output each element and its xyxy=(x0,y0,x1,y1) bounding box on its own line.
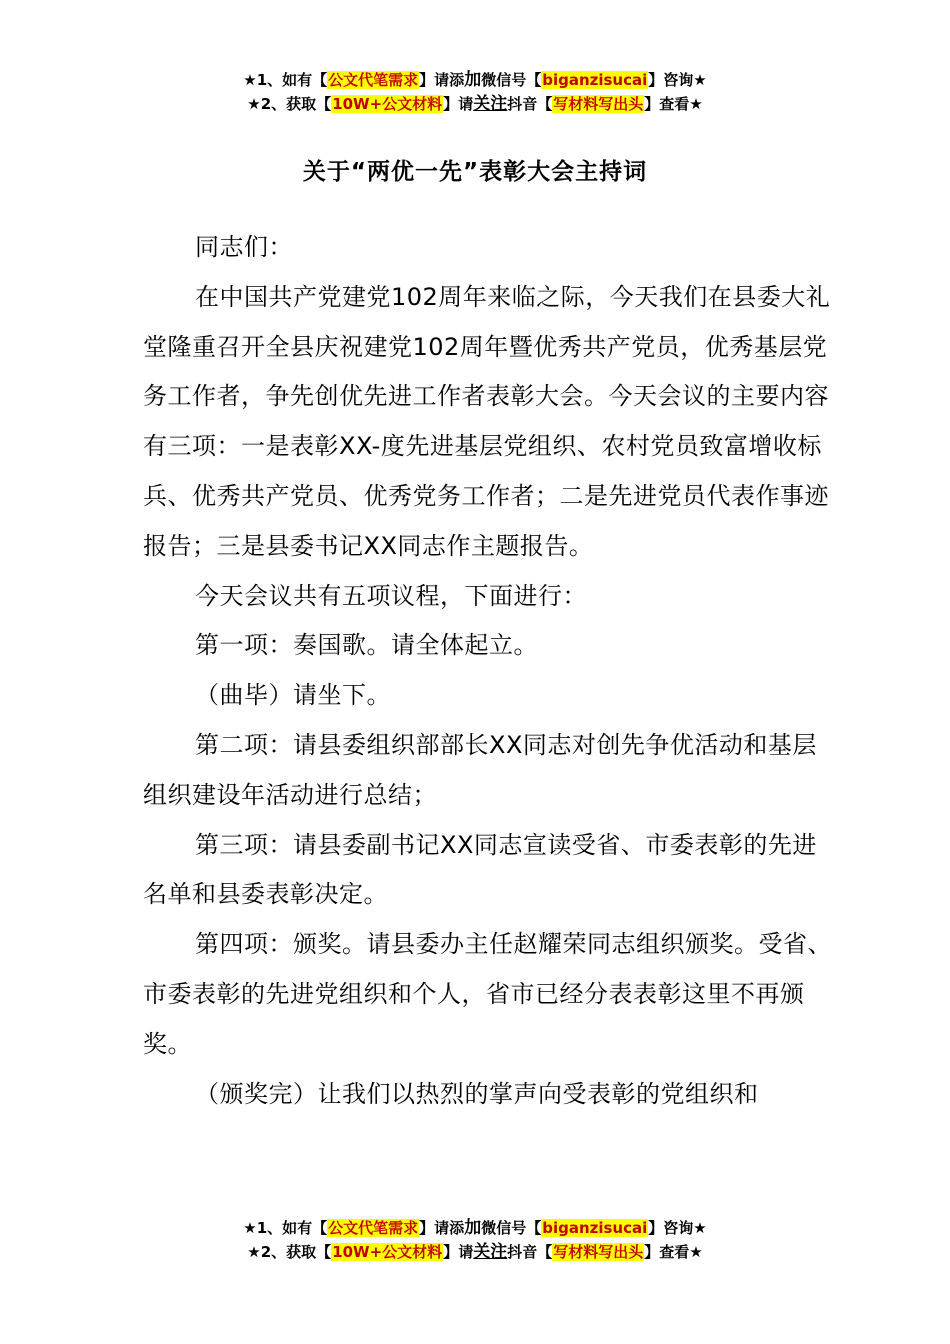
promo-highlight: biganzisucai xyxy=(542,1219,648,1237)
promo-text: 】请添 xyxy=(419,71,465,89)
promo-footer xyxy=(0,1216,950,1264)
promo-emphasis: 关注 xyxy=(473,1242,508,1262)
promo-highlight: 写材料写出头 xyxy=(553,1243,644,1261)
paragraph-intro: 在中国共产党建党102周年来临之际，今天我们在县委大礼堂隆重召开全县庆祝建党102周年暨优秀共产党员，优秀基层党务工作者，争先创优先进工作者表彰大会。今天会议的主要内容有三项：一是表彰XX-度先进基层党组织、农村党员致富增收标兵、优秀共产党员、优秀党务工作者；二是先进党员代表作事迹报告；三是县委书记XX同志作主题报告。 xyxy=(143,282,831,560)
paragraph-item-3: 第三项：请县委副书记XX同志宣读受省、市委表彰的先进名单和县委表彰决定。 xyxy=(143,830,817,909)
promo-line-2 xyxy=(0,1240,950,1264)
promo-text: 抖音【 xyxy=(507,1243,553,1261)
promo-text: 抖音【 xyxy=(507,95,553,113)
promo-text: 】咨询★ xyxy=(648,71,707,89)
document-title: 关于“两优一先”表彰大会主持词 xyxy=(302,159,648,185)
promo-text: 微信号【 xyxy=(481,1219,542,1237)
promo-text: 微信号【 xyxy=(481,71,542,89)
promo-highlight: 10W+公文材料 xyxy=(332,1243,443,1261)
promo-text: 】请 xyxy=(443,1243,474,1261)
promo-emphasis: 加 xyxy=(464,1218,482,1238)
promo-highlight: 公文代笔需求 xyxy=(328,1219,419,1237)
promo-line-1 xyxy=(0,1216,950,1240)
promo-text: ★1、如有【 xyxy=(243,71,328,89)
paragraph-item-2: 第二项：请县委组织部部长XX同志对创先争优活动和基层组织建设年活动进行总结； xyxy=(143,730,817,809)
promo-text: ★2、获取【 xyxy=(247,1243,332,1261)
promo-highlight: 写材料写出头 xyxy=(553,95,644,113)
promo-emphasis: 加 xyxy=(464,70,482,90)
paragraph-agenda: 今天会议共有五项议程，下面进行： xyxy=(195,581,587,610)
promo-line-2 xyxy=(0,92,950,116)
promo-line-1 xyxy=(0,68,950,92)
promo-highlight: 公文代笔需求 xyxy=(328,71,419,89)
promo-text: 】查看★ xyxy=(644,95,703,113)
paragraph-item-1-note: （曲毕）请坐下。 xyxy=(195,681,391,710)
paragraph-item-4-note: （颁奖完）让我们以热烈的掌声向受表彰的党组织和 xyxy=(195,1079,759,1108)
promo-emphasis: 关注 xyxy=(473,94,508,114)
promo-text: ★1、如有【 xyxy=(243,1219,328,1237)
promo-highlight: biganzisucai xyxy=(542,71,648,89)
promo-header xyxy=(0,68,950,116)
promo-text: 】咨询★ xyxy=(648,1219,707,1237)
paragraph-item-1: 第一项：奏国歌。请全体起立。 xyxy=(195,631,538,660)
promo-text: ★2、获取【 xyxy=(247,95,332,113)
promo-text: 】请 xyxy=(443,95,474,113)
promo-text: 】请添 xyxy=(419,1219,465,1237)
promo-highlight: 10W+公文材料 xyxy=(332,95,443,113)
promo-text: 】查看★ xyxy=(644,1243,703,1261)
paragraph-item-4: 第四项：颁奖。请县委办主任赵耀荣同志组织颁奖。受省、市委表彰的先进党组织和个人，省市已经分表表彰这里不再颁奖。 xyxy=(143,930,832,1058)
paragraph-greeting: 同志们： xyxy=(195,233,293,261)
document-body xyxy=(143,223,833,1119)
